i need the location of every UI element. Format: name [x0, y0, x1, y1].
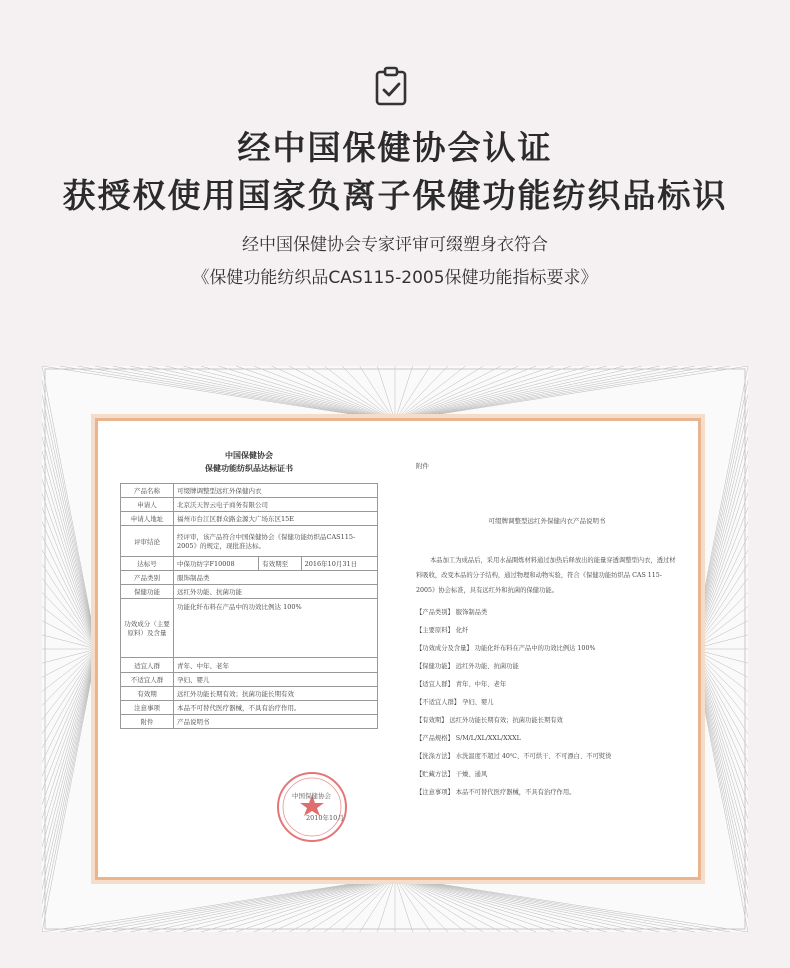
page-title: 经中国保健协会认证: [237, 128, 553, 167]
table-row: [121, 557, 378, 571]
certificate-left-page: [120, 449, 378, 729]
seal-date: 2010年10月: [306, 814, 344, 822]
certificate-issuer: 中国保健协会: [225, 450, 273, 460]
table-value: 功能化纤布料在产品中的功效比例达 100%: [174, 599, 378, 658]
subtitle-line2: 《保健功能纺织品CAS115-2005保健功能指标要求》: [192, 268, 598, 288]
table-value: 中保功纺字F10008: [174, 557, 259, 571]
clipboard-check-icon: [374, 66, 408, 106]
list-item: 【适宜人群】 青年、中年、老年: [416, 681, 507, 688]
table-value: 经评审，该产品符合中国保健协会《保健功能纺织品CAS115-2005》的规定，现批准达标。: [174, 526, 378, 557]
certificate-table: [120, 483, 378, 729]
table-value: 远红外功能、抗菌功能: [174, 585, 378, 599]
table-row: [121, 484, 378, 498]
list-item: 【不适宜人群】 孕妇、婴儿: [416, 699, 494, 706]
table-row: [121, 512, 378, 526]
table-key: 有效期至: [259, 557, 301, 571]
table-key: 注意事项: [121, 701, 174, 715]
table-value: 产品说明书: [174, 715, 378, 729]
seal-text: 中国保健协会: [292, 792, 331, 800]
table-row: [121, 687, 378, 701]
table-row: [121, 526, 378, 557]
table-value: 可缀牌调整型远红外保健内衣: [174, 484, 378, 498]
manual-spec-list: [416, 604, 678, 802]
attachment-label: 附件: [416, 462, 429, 470]
page-title-line2: 获授权使用国家负离子保健功能纺织品标识: [62, 176, 728, 215]
list-item: 【功效成分及含量】 功能化纤布料在产品中的功效比例达 100%: [416, 645, 596, 652]
table-value: 本品不可替代医疗器械，不具有治疗作用。: [174, 701, 378, 715]
table-row: [121, 585, 378, 599]
table-key: 产品名称: [121, 484, 174, 498]
table-row: [121, 715, 378, 729]
list-item: 【洗涤方法】 水洗温度不超过 40℃、不可烘干、不可漂白、不可熨烫: [416, 753, 612, 760]
list-item: 【贮藏方法】 干燥、通风: [416, 771, 488, 778]
table-key: 适宜人群: [121, 658, 174, 673]
table-key: 申请人: [121, 498, 174, 512]
table-row: [121, 658, 378, 673]
table-row: [121, 599, 378, 658]
list-item: 【注意事项】 本品不可替代医疗器械，不具有治疗作用。: [416, 789, 576, 796]
table-row: [121, 673, 378, 687]
table-value: 北京沃天智云电子商务有限公司: [174, 498, 378, 512]
table-value: 2016年10月31日: [301, 557, 377, 571]
list-item: 【主要原料】 化纤: [416, 627, 469, 634]
list-item: 【产品类别】 服饰制品类: [416, 609, 488, 616]
certificate-right-page: [416, 461, 678, 802]
subtitle-line1: 经中国保健协会专家评审可缀塑身衣符合: [242, 235, 548, 255]
manual-title: 可缀牌调整型远红外保健内衣产品说明书: [488, 517, 606, 525]
table-value: 服饰制品类: [174, 571, 378, 585]
certificate: [95, 418, 701, 880]
manual-intro: 本品加工为成品后，采用水晶圈炼材料通过加热后释放出的能量穿透调整型内衣，透过材料吸收，改变本品的分子结构，通过物理和动物实验，符合《保健功能纺织品 CAS 115-2005》协会标准，具有远红外和抗菌的保健功能。: [416, 557, 676, 594]
table-key: 产品类别: [121, 571, 174, 585]
list-item: 【产品规格】 S/M/L/XL/XXL/XXXL: [416, 735, 521, 742]
list-item: 【有效期】 远红外功能长期有效；抗菌功能长期有效: [416, 717, 563, 724]
table-key: 功效成分（主要原料）及含量: [121, 599, 174, 658]
table-value: 孕妇、婴儿: [174, 673, 378, 687]
certificate-title: 保健功能纺织品达标证书: [205, 463, 293, 473]
table-value: 福州市台江区群众路金源大广场东区15E: [174, 512, 378, 526]
table-key: 达标号: [121, 557, 174, 571]
table-key: 附件: [121, 715, 174, 729]
table-key: 申请人地址: [121, 512, 174, 526]
table-key: 不适宜人群: [121, 673, 174, 687]
table-value: 远红外功能长期有效；抗菌功能长期有效: [174, 687, 378, 701]
table-key: 评审结论: [121, 526, 174, 557]
table-row: [121, 701, 378, 715]
table-row: [121, 498, 378, 512]
table-row: [121, 571, 378, 585]
table-value: 青年、中年、老年: [174, 658, 378, 673]
list-item: 【保健功能】 远红外功能、抗菌功能: [416, 663, 519, 670]
table-key: 有效期: [121, 687, 174, 701]
table-key: 保健功能: [121, 585, 174, 599]
